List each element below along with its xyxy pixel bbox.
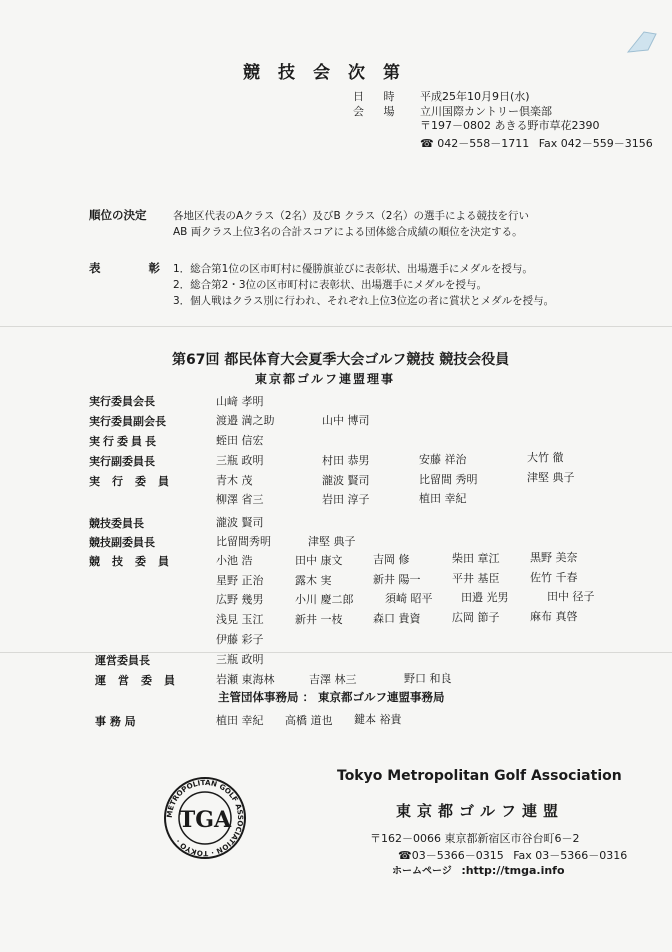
- homepage-row: [392, 862, 565, 877]
- official-name: 新井 陽一: [373, 573, 421, 586]
- official-name: 田中 康文: [295, 554, 343, 567]
- official-name: 野口 和良: [404, 672, 452, 685]
- official-name: 山﨑 孝明: [216, 395, 264, 408]
- clip-mark-icon: [622, 22, 662, 62]
- date-label: 日 時: [353, 90, 403, 103]
- venue-fax: Fax 042－559－3156: [538, 137, 653, 150]
- tmga-logo-icon: [163, 776, 247, 860]
- association-address: 〒162－0066 東京都新宿区市谷台町6－2: [370, 832, 580, 845]
- venue-name: 立川国際カントリー倶楽部: [420, 105, 552, 118]
- role-label: 実行委員長: [89, 435, 159, 448]
- official-name: 佐竹 千春: [530, 571, 578, 584]
- venue-label: 会 場: [353, 105, 403, 118]
- official-name: 柴田 章江: [452, 552, 500, 565]
- award-item-1: 1．総合第1位の区市町村に優勝旗並びに表彰状、出場選手にメダルを授与。: [173, 263, 533, 275]
- homepage-url[interactable]: :http://tmga.info: [461, 864, 565, 877]
- officials-subtitle: 東京都ゴルフ連盟理事: [255, 372, 396, 386]
- secretariat-name: 高橋 道也: [285, 714, 333, 727]
- host-office: 主管団体事務局 ： 東京都ゴルフ連盟事務局: [218, 690, 445, 704]
- official-name: 比留間 秀明: [419, 473, 478, 486]
- ranking-line-2: AB 両クラス上位3名の合計スコアによる団体総合成績の順位を決定する。: [173, 226, 523, 238]
- role-label: 運営委員長: [95, 654, 150, 667]
- official-name: 新井 一枝: [295, 613, 343, 626]
- official-name: 浅見 玉江: [216, 613, 264, 626]
- official-name: 青木 茂: [216, 474, 253, 487]
- secretariat-label: 事 務 局: [95, 715, 136, 728]
- official-name: 吉岡 修: [373, 553, 410, 566]
- official-name: 村田 恭男: [322, 454, 370, 467]
- official-name: 田邉 光男: [461, 591, 509, 604]
- association-fax: Fax 03－5366－0316: [513, 849, 628, 862]
- official-name: 田中 径子: [547, 590, 595, 603]
- official-name: 比留間秀明: [216, 535, 271, 548]
- official-name: 広野 幾男: [216, 593, 264, 606]
- official-name: 大竹 徹: [527, 451, 564, 464]
- official-name: 山中 博司: [322, 414, 370, 427]
- secretariat-name: 植田 幸紀: [216, 714, 264, 727]
- date-value: 平成25年10月9日(水): [420, 90, 530, 103]
- official-name: 津堅 典子: [527, 471, 575, 484]
- association-phone: 03－5366－0315: [411, 849, 504, 862]
- award-item-2: 2．総合第2・3位の区市町村に表彰状、出場選手にメダルを授与。: [173, 279, 488, 291]
- role-label: 実行委員会長: [89, 395, 155, 408]
- logo-ring-text: METROPOLITAN GOLF ASSOCIATION · TOKYO ·: [164, 777, 246, 859]
- association-name-jp: 東京都ゴルフ連盟: [396, 802, 565, 820]
- official-name: 吉澤 林三: [309, 673, 357, 686]
- role-label: 実行委員副会長: [89, 415, 166, 428]
- venue-address: 〒197－0802 あきる野市草花2390: [420, 119, 600, 132]
- official-name: 小川 慶二郎: [295, 593, 354, 606]
- official-name: 森口 貴資: [373, 612, 421, 625]
- officials-title: 第67回 都民体育大会夏季大会ゴルフ競技 競技会役員: [172, 352, 510, 368]
- venue-phone-row: [420, 135, 653, 151]
- role-label: 競技委員長: [89, 517, 144, 530]
- role-label: 運営委員: [95, 674, 187, 687]
- secretariat-name: 鍵本 裕貴: [354, 713, 402, 726]
- venue-phone: 042－558－1711: [437, 137, 530, 150]
- official-name: 露木 実: [295, 574, 332, 587]
- official-name: 三瓶 政明: [216, 454, 264, 467]
- homepage-label: ホームページ: [392, 866, 452, 877]
- official-name: 植田 幸紀: [419, 492, 467, 505]
- official-name: 渡邉 満之助: [216, 414, 275, 427]
- official-name: 平井 基臣: [452, 572, 500, 585]
- official-name: 三瓶 政明: [216, 653, 264, 666]
- association-phone-row: [398, 847, 627, 863]
- official-name: 柳澤 省三: [216, 493, 264, 506]
- page-title: 競技会次第: [243, 63, 418, 83]
- ranking-label: 順位の決定: [89, 208, 147, 222]
- association-name-en: Tokyo Metropolitan Golf Association: [337, 768, 622, 784]
- official-name: 小池 浩: [216, 554, 253, 567]
- role-label: 競技委員: [89, 555, 181, 568]
- fold-line: [0, 326, 672, 327]
- ranking-line-1: 各地区代表のAクラス（2名）及びB クラス（2名）の選手による競技を行い: [173, 210, 529, 222]
- official-name: 麻布 真啓: [530, 610, 578, 623]
- role-label: 実行副委員長: [89, 455, 155, 468]
- awards-label: 表 彰: [89, 261, 183, 275]
- official-name: 瀧波 賢司: [216, 516, 264, 529]
- phone-icon: ☎: [398, 849, 412, 862]
- official-name: 須崎 昭平: [385, 592, 433, 605]
- official-name: 星野 正治: [216, 574, 264, 587]
- official-name: 黒野 美奈: [530, 551, 578, 564]
- role-label: 競技副委員長: [89, 536, 155, 549]
- phone-icon: ☎: [420, 137, 434, 150]
- official-name: 蛭田 信宏: [216, 434, 264, 447]
- official-name: 伊藤 彩子: [216, 633, 264, 646]
- official-name: 岩瀬 東海林: [216, 673, 275, 686]
- award-item-3: 3．個人戦はクラス別に行われ、それぞれ上位3位迄の者に賞状とメダルを授与。: [173, 295, 555, 307]
- role-label: 実行委員: [89, 475, 181, 488]
- official-name: 岩田 淳子: [322, 493, 370, 506]
- official-name: 広岡 節子: [452, 611, 500, 624]
- logo-letters: TGA: [178, 807, 232, 833]
- official-name: 瀧波 賢司: [322, 474, 370, 487]
- official-name: 安藤 祥治: [419, 453, 467, 466]
- official-name: 津堅 典子: [308, 535, 356, 548]
